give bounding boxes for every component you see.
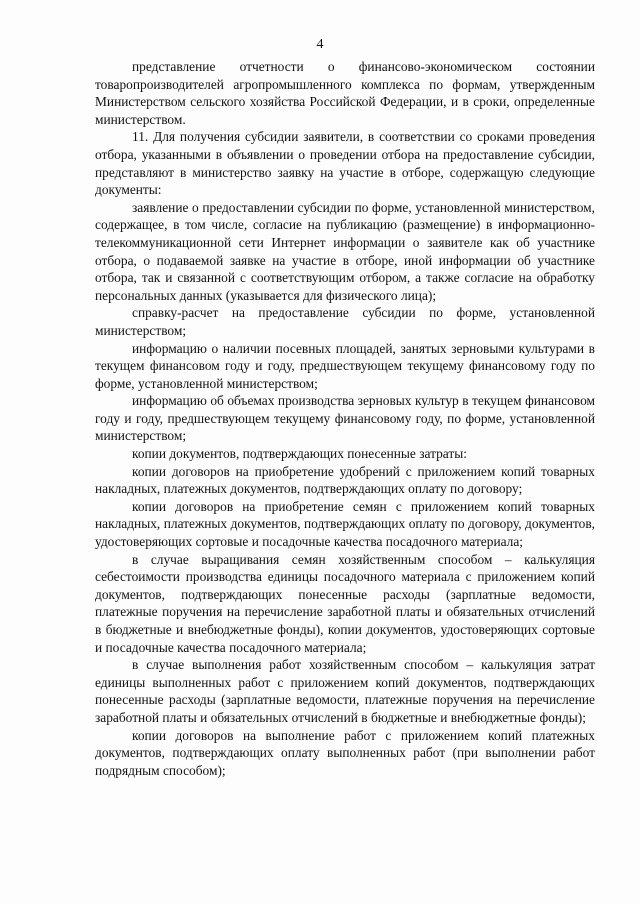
- document-body: [95, 58, 595, 779]
- list-item-seed-contracts: копии договоров на приобретение семян с приложением копий товарных накладных, платежных документов, подтверждающих оплату по договору, документов, удостоверяющих сортовые и посадочные качества посадочного материала;: [95, 498, 595, 550]
- list-item-cost-documents: копии документов, подтверждающих понесенные затраты:: [132, 446, 467, 462]
- list-item-subsidy-statement: заявление о предоставлении субсидии по форме, установленной министерством, содержащее, в том числе, согласие на публикацию (размещение) в информационно-телекоммуникационной сети Интернет информации о заявителе как об участнике отбора, о подаваемой заявке на участие в отборе, иной информации об участнике отбора, так и связанной с соответствующим отбором, а также согласие на обработку персональных данных (указывается для физического лица);: [95, 199, 595, 303]
- list-item-own-seed-growing: в случае выращивания семян хозяйственным способом – калькуляция себестоимости производства единицы посадочного материала с приложением копий документов, подтверждающих понесенные расходы (зарплатные ведомости, платежные поручения на перечисление заработной платы и обязательных отчислений в бюджетные и внебюджетные фонды), копии документов, удостоверяющих сортовые и посадочные качества посадочного материала;: [95, 551, 595, 655]
- list-item-fertilizer-contracts: копии договоров на приобретение удобрений с приложением копий товарных накладных, платежных документов, подтверждающих оплату по договору;: [95, 463, 595, 497]
- list-item-calculation-certificate: справку-расчет на предоставление субсидии по форме, установленной министерством;: [95, 305, 595, 338]
- page-number: 4: [316, 37, 324, 52]
- list-item-work-contracts: копии договоров на выполнение работ с приложением копий платежных документов, подтверждающих оплату выполненных работ (при выполнении работ подрядным способом);: [95, 727, 595, 778]
- paragraph-reporting-continuation: представление отчетности о финансово-экономическом состоянии товаропроизводителей агропромышленного комплекса по формам, утвержденным Министерством сельского хозяйства Российской Федерации, и в сроки, определенные министерством.: [95, 59, 595, 127]
- list-item-sown-area-info: информацию о наличии посевных площадей, занятых зерновыми культурами в текущем финансовом году и году, предшествующем текущему финансовому году по форме, установленной министерством;: [95, 340, 595, 391]
- list-item-own-works: в случае выполнения работ хозяйственным способом – калькуляция затрат единицы выполненных работ с приложением копий документов, подтверждающих понесенные расходы (зарплатные ведомости, платежные поручения на перечисление заработной платы и обязательных отчислений в бюджетные и внебюджетные фонды);: [95, 657, 595, 725]
- paragraph-11-application: 11. Для получения субсидии заявители, в соответствии со сроками проведения отбора, указанными в объявлении о проведении отбора на предоставление субсидии, представляют в министерство заявку на участие в отборе, содержащую следующие документы:: [95, 129, 595, 198]
- list-item-production-volume-info: информацию об объемах производства зерновых культур в текущем финансовом году и году, предшествующем текущему финансовому году, по форме, установленной министерством;: [95, 393, 595, 444]
